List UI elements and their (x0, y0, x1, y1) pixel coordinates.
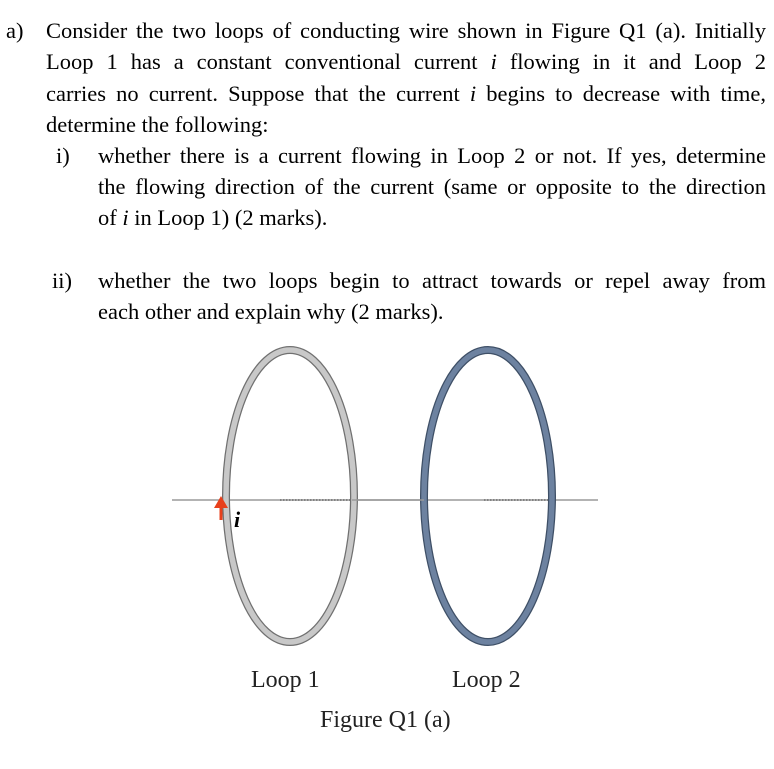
figure-q1a (0, 330, 774, 769)
part-ii-line-2: each other and explain why (2 marks). (98, 299, 444, 324)
q-line3-part-b: begins to decrease with time, (476, 81, 766, 106)
part-i-line3-a: of (98, 205, 123, 230)
current-symbol-inline-2: i (469, 81, 477, 106)
q-line3-part-a: carries no current. Suppose that the current (46, 81, 470, 106)
loop-2-label: Loop 2 (452, 667, 521, 693)
part-i-line-1: whether there is a current flowing in Loop 2 or not. If yes, determine (98, 143, 766, 168)
q-line2-part-b: flowing in it and Loop 2 (496, 49, 766, 74)
part-i-line-3 (98, 202, 327, 233)
current-label: i (234, 507, 241, 532)
current-symbol-inline-3: i (122, 205, 129, 230)
part-ii-marker: ii) (52, 268, 72, 293)
question-marker: a) (6, 18, 24, 43)
current-symbol-inline-1: i (490, 49, 497, 74)
question-line-3 (46, 78, 766, 109)
q-line2-part-a: Loop 1 has a constant conventional current (46, 49, 491, 74)
question-line-1: Consider the two loops of conducting wire shown in Figure Q1 (a). Initially (46, 18, 766, 43)
part-i-line3-b: in Loop 1) (2 marks). (128, 205, 328, 230)
question-line-2 (46, 46, 766, 77)
part-i-line-2: the flowing direction of the current (same or opposite to the direction (98, 174, 766, 199)
part-i-marker: i) (56, 143, 70, 168)
loop-1 (226, 350, 354, 642)
figure-caption: Figure Q1 (a) (320, 707, 451, 733)
loop-2 (424, 350, 552, 642)
part-ii-line-1: whether the two loops begin to attract towards or repel away from (98, 268, 766, 293)
question-line-4: determine the following: (46, 112, 269, 137)
loop-1-label: Loop 1 (251, 667, 320, 693)
